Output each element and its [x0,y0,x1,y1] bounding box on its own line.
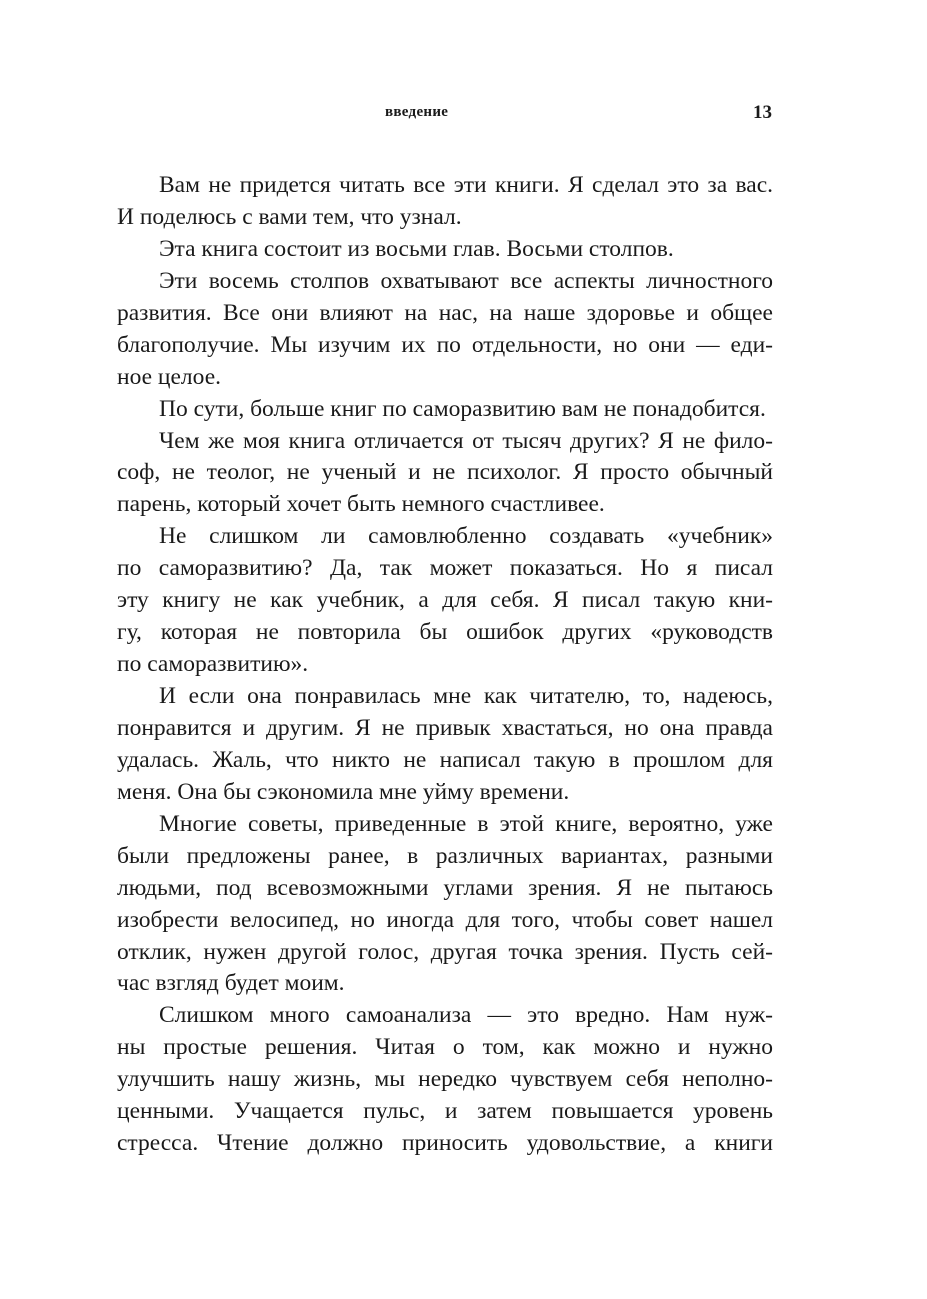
text-line: по саморазвитию». [117,651,309,678]
text-line: улучшить нашу жизнь, мы нередко чувствуем себя неполно- [117,1066,773,1093]
body-text [117,170,773,1160]
paragraph [117,234,773,266]
paragraph [117,426,773,522]
paragraph [117,809,773,1001]
text-line: по саморазвитию? Да, так может показаться. Но я писал [117,555,773,582]
text-line: парень, который хочет быть немного счастливее. [117,491,605,518]
text-line: благополучие. Мы изучим их по отдельности, но они — еди- [117,331,773,358]
text-line: По сути, больше книг по саморазвитию вам не понадобится. [159,395,766,422]
text-line: Многие советы, приведенные в этой книге, вероятно, уже [159,810,773,837]
text-line: людьми, под всевозможными углами зрения. Я не пытаюсь [117,874,773,901]
text-line: Слишком много самоанализа — это вредно. Нам нуж- [159,1002,773,1029]
text-line: Чем же моя книга отличается от тысяч других? Я не фило- [159,427,773,454]
text-line: ценными. Учащается пульс, и затем повышается уровень [117,1098,773,1125]
text-line: стресса. Чтение должно приносить удовольствие, а книги [117,1130,773,1157]
text-line: Эти восемь столпов охватывают все аспекты личностного [159,267,773,294]
text-line: ное целое. [117,363,221,390]
paragraph [117,681,773,809]
paragraph [117,394,773,426]
text-line: эту книгу не как учебник, а для себя. Я писал такую кни- [117,587,773,614]
text-line: И если она понравилась мне как читателю, то, надеюсь, [159,683,773,709]
text-line: час взгляд будет моим. [117,970,345,997]
text-line: Не слишком ли самовлюбленно создавать «учебник» [159,523,773,550]
text-line: понравится и другим. Я не привык хвастаться, но она правда [117,714,773,741]
text-line: были предложены ранее, в различных вариантах, разными [117,842,773,869]
running-head: введение [385,104,449,120]
paragraph [117,1000,773,1160]
text-line: Вам не придется читать все эти книги. Я сделал это за вас. [159,172,773,198]
text-line: гу, которая не повторила бы ошибок других «руководств [117,619,773,646]
text-line: соф, не теолог, не ученый и не психолог. Я просто обычный [117,459,773,486]
text-line: ны простые решения. Читая о том, как можно и нужно [117,1034,773,1061]
text-line: отклик, нужен другой голос, другая точка зрения. Пусть сей- [117,938,773,965]
text-line: изобрести велосипед, но иногда для того, чтобы совет нашел [117,906,773,933]
page-number: 13 [753,102,772,123]
text-line: Эта книга состоит из восьми глав. Восьми столпов. [159,235,674,262]
paragraph [117,521,773,681]
paragraph [117,266,773,394]
text-line: И поделюсь с вами тем, что узнал. [117,203,462,230]
text-line: удалась. Жаль, что никто не написал такую в прошлом для [117,746,773,773]
paragraph [117,170,773,234]
text-line: меня. Она бы сэкономила мне уйму времени. [117,778,570,805]
text-line: развития. Все они влияют на нас, на наше здоровье и общее [117,299,773,326]
